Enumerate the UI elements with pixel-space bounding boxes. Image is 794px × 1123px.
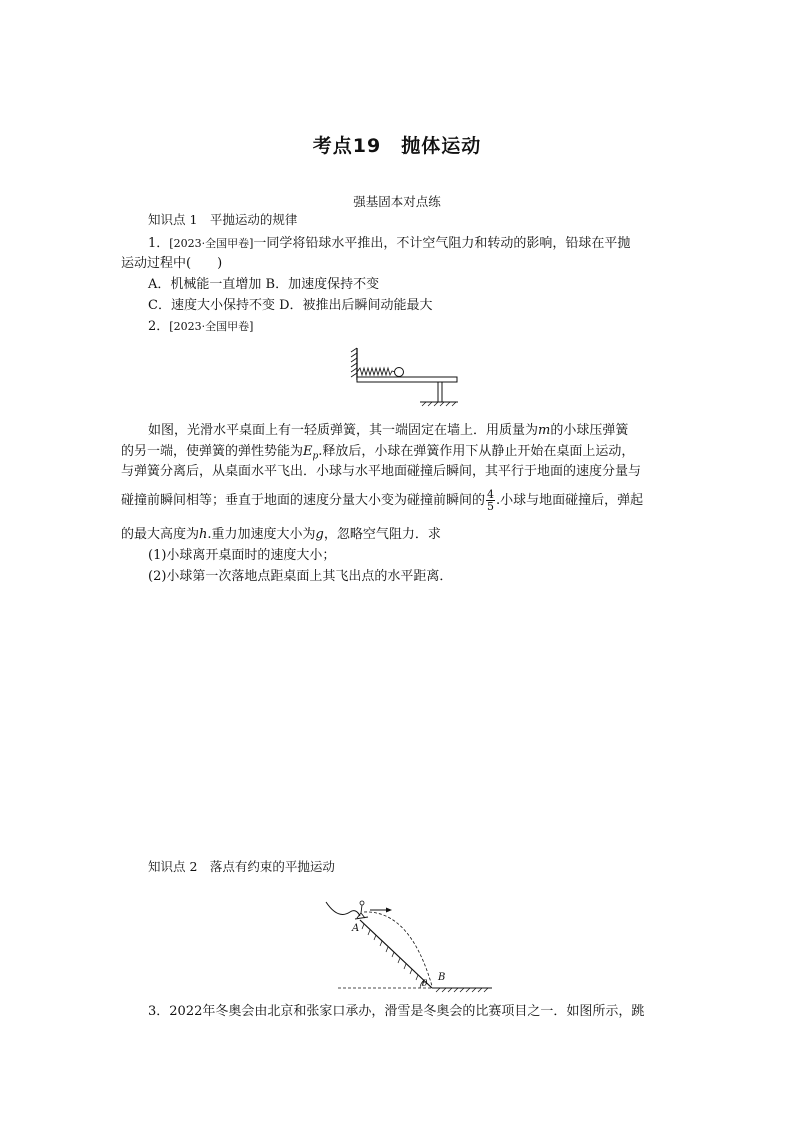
section-heading-2: 知识点 2 落点有约束的平抛运动 (148, 859, 335, 874)
question-1-source: [2023·全国甲卷] (169, 237, 254, 250)
option-b: B．加速度保持不变 (265, 277, 380, 292)
var-h: h (199, 527, 208, 542)
question-2-source: [2023·全国甲卷] (169, 320, 254, 333)
question-2-text-line-5: 的最大高度为h.重力加速度大小为g，忽略空气阻力．求 (121, 527, 441, 542)
ski-slope-figure (320, 898, 500, 998)
question-1-line-1 (148, 234, 630, 254)
question-2-text-line-4: 碰撞前瞬间相等；垂直于地面的速度分量大小变为碰撞前瞬间的 $\frac{4}{5}$ .小球与地面碰撞后，弹起 (121, 488, 644, 513)
question-1-stem-b: 运动过程中( ) (121, 256, 223, 271)
label-theta: θ (422, 979, 428, 989)
question-1-options-row-1 (148, 275, 379, 295)
page-subtitle: 强基固本对点练 (353, 194, 441, 209)
page-title: 考点19 抛体运动 (312, 135, 482, 157)
label-b: B (438, 972, 446, 983)
var-g: g (315, 527, 324, 542)
question-1-options-row-2 (148, 296, 433, 316)
label-a: A (352, 923, 360, 934)
var-p: p (312, 451, 319, 462)
question-1-number: 1． (148, 236, 170, 251)
option-d: D．被推出后瞬间动能最大 (279, 298, 433, 313)
question-2-sub-2: (2)小球第一次落地点距桌面上其飞出点的水平距离． (148, 569, 453, 584)
question-1-stem-a: 一同学将铅球水平推出，不计空气阻力和转动的影响，铅球在平抛 (253, 236, 631, 251)
spring-table-figure (348, 344, 460, 406)
question-2-text-line-2: 的另一端，使弹簧的弹性势能为$E_p$.释放后，小球在弹簧作用下从静止开始在桌面上运动， (121, 444, 635, 462)
question-2-number: 2． (148, 319, 170, 334)
question-2-header (148, 317, 253, 337)
question-2-text-line-3: 与弹簧分离后，从桌面水平飞出．小球与水平地面碰撞后瞬间，其平行于地面的速度分量与 (121, 464, 642, 479)
section-heading-1: 知识点 1 平抛运动的规律 (148, 212, 298, 227)
var-E: E (303, 444, 313, 459)
option-c: C．速度大小保持不变 (148, 298, 275, 313)
fraction-4-5: $\frac{4}{5}$ (487, 488, 495, 513)
question-3-line-1: 3．2022年冬奥会由北京和张家口承办，滑雪是冬奥会的比赛项目之一．如图所示，跳 (148, 1004, 645, 1019)
question-2-text-line-1: 如图，光滑水平桌面上有一轻质弹簧，其一端固定在墙上．用质量为m的小球压弹簧 (148, 423, 629, 438)
option-a: A．机械能一直增加 (148, 277, 262, 292)
question-2-sub-1: (1)小球离开桌面时的速度大小； (148, 548, 336, 563)
var-m: m (538, 423, 551, 438)
